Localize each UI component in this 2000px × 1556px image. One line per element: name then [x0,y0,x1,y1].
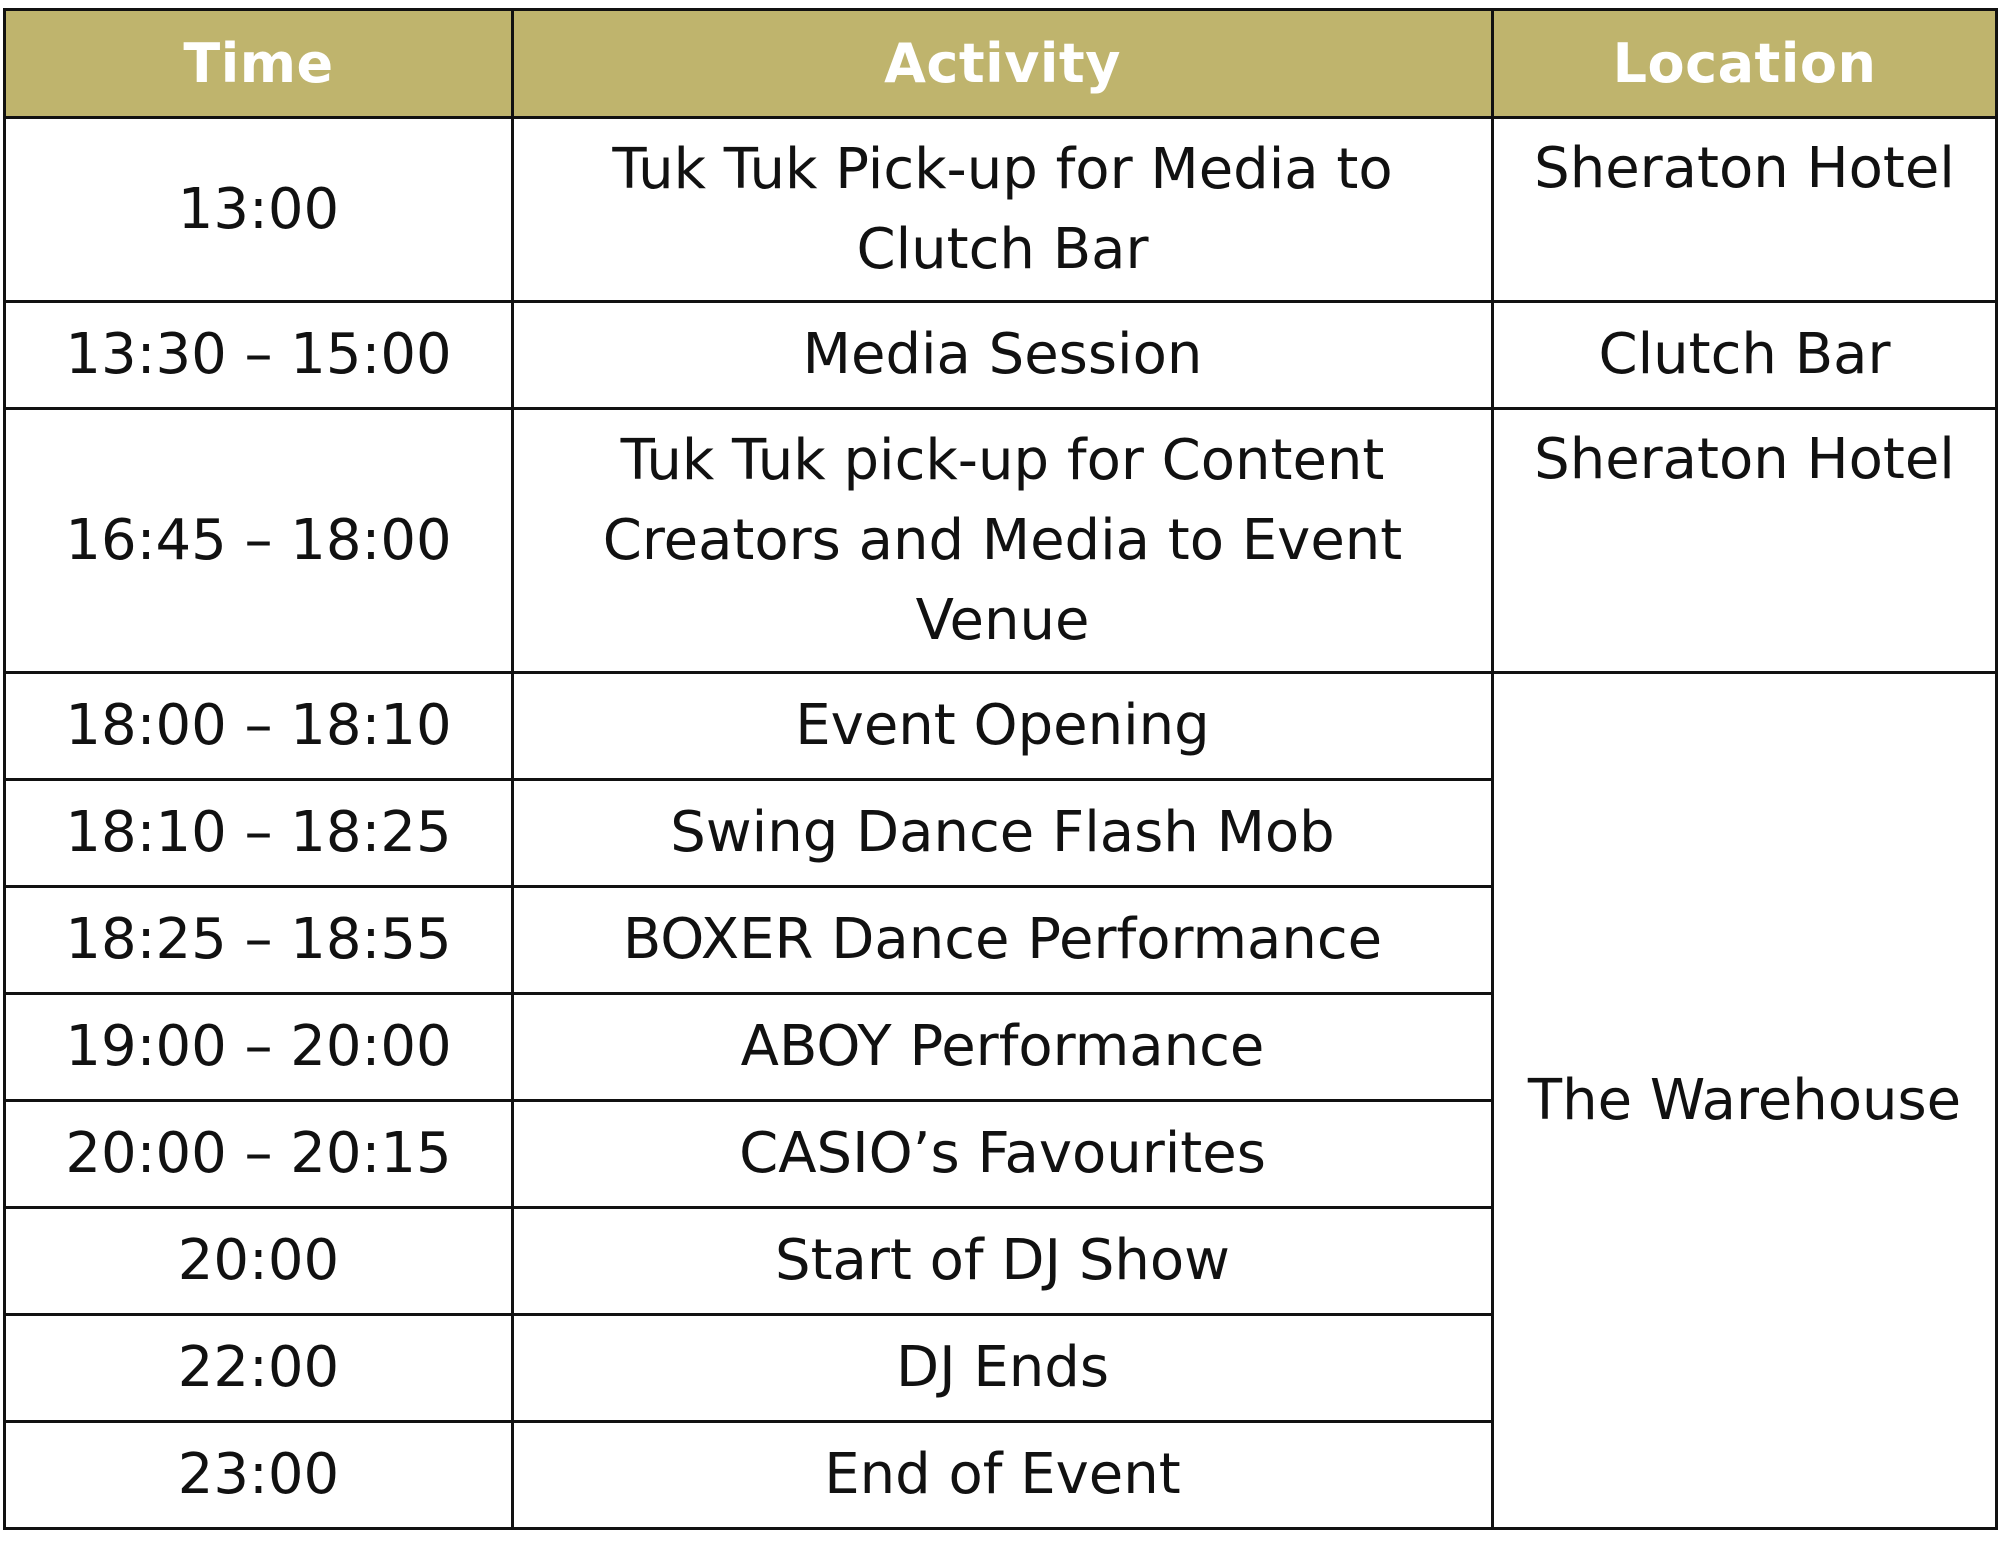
table-row [5,409,1997,673]
time-cell: 19:00 – 20:00 [5,994,513,1101]
activity-cell: End of Event [513,1422,1493,1529]
location-cell: Sheraton Hotel [1493,409,1997,673]
activity-cell: Tuk Tuk Pick-up for Media to Clutch Bar [513,118,1493,302]
activity-cell: CASIO’s Favourites [513,1101,1493,1208]
table-row [5,673,1997,780]
activity-column-header: Activity [513,10,1493,118]
table-body [5,118,1997,1529]
time-cell: 23:00 [5,1422,513,1529]
time-cell: 18:00 – 18:10 [5,673,513,780]
table-row [5,302,1997,409]
time-cell: 20:00 [5,1208,513,1315]
time-column-header: Time [5,10,513,118]
time-cell: 16:45 – 18:00 [5,409,513,673]
activity-cell: Swing Dance Flash Mob [513,780,1493,887]
time-cell: 13:30 – 15:00 [5,302,513,409]
time-cell: 22:00 [5,1315,513,1422]
time-cell: 18:25 – 18:55 [5,887,513,994]
header-row [5,10,1997,118]
schedule-table [3,8,1998,1530]
activity-cell: Tuk Tuk pick-up for Content Creators and Media to Event Venue [513,409,1493,673]
activity-cell: ABOY Performance [513,994,1493,1101]
activity-cell: Start of DJ Show [513,1208,1493,1315]
location-column-header: Location [1493,10,1997,118]
activity-cell: BOXER Dance Performance [513,887,1493,994]
location-cell: Sheraton Hotel [1493,118,1997,302]
time-cell: 18:10 – 18:25 [5,780,513,887]
table-row [5,118,1997,302]
merged-location-cell: The Warehouse [1493,673,1997,1529]
time-cell: 13:00 [5,118,513,302]
activity-cell: DJ Ends [513,1315,1493,1422]
activity-cell: Media Session [513,302,1493,409]
time-cell: 20:00 – 20:15 [5,1101,513,1208]
activity-cell: Event Opening [513,673,1493,780]
location-cell: Clutch Bar [1493,302,1997,409]
table-header [5,10,1997,118]
